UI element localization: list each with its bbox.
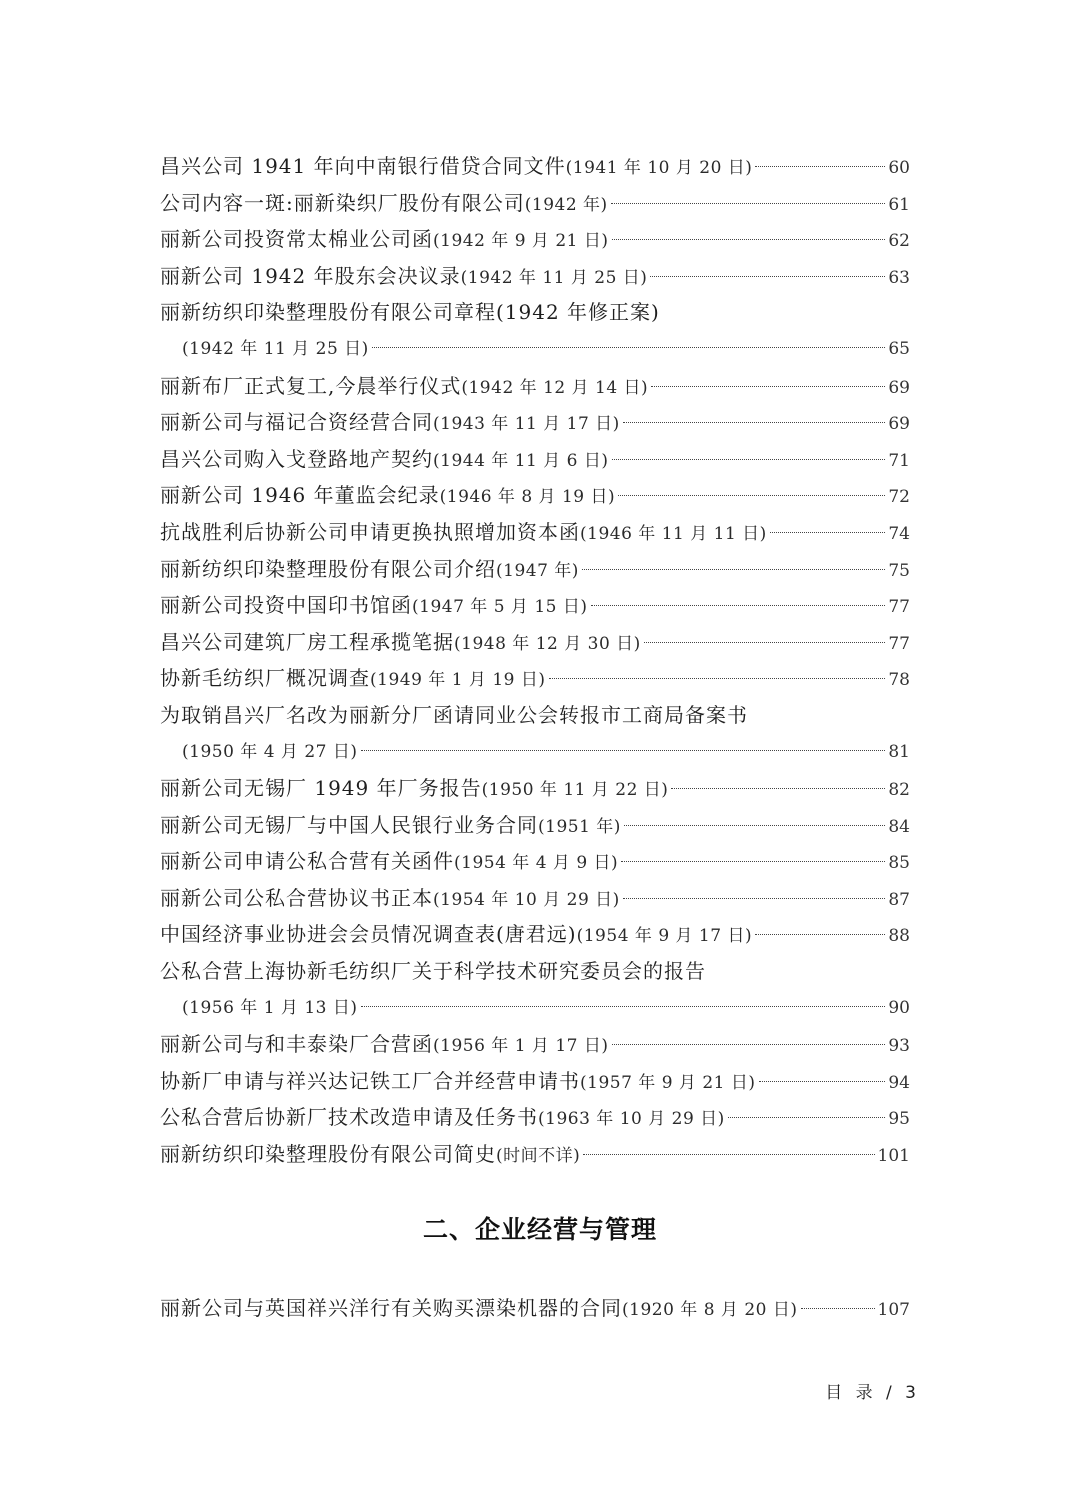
toc-entry[interactable] <box>160 551 910 588</box>
toc-entry-page: 71 <box>888 450 910 471</box>
toc-entry-title: 丽新公司投资中国印书馆函 <box>160 593 412 618</box>
dot-leader <box>583 1154 874 1155</box>
toc-entry-continuation[interactable] <box>160 734 910 771</box>
toc-entry-date: (1946 年 11 月 11 日) <box>580 523 767 544</box>
toc-entry-date: (1947 年) <box>496 560 579 581</box>
toc-entry-page: 61 <box>888 194 910 215</box>
footer-page-number: 3 <box>905 1383 920 1403</box>
toc-entry-page: 75 <box>888 560 910 581</box>
dot-leader <box>770 532 886 533</box>
toc-entry[interactable] <box>160 660 910 697</box>
dot-leader <box>361 750 886 751</box>
toc-entry-title: 丽新布厂正式复工,今晨举行仪式 <box>160 373 462 398</box>
toc-entry-date: (1942 年 11 月 25 日) <box>182 338 369 359</box>
toc-entry[interactable] <box>160 514 910 551</box>
toc-entry-page: 78 <box>888 670 910 691</box>
dot-leader <box>549 678 886 679</box>
toc-entry-title: 丽新公司与福记合资经营合同 <box>160 410 433 435</box>
toc-entry-date: (1963 年 10 月 29 日) <box>538 1109 725 1130</box>
toc-entry-page: 72 <box>888 487 910 508</box>
toc-entry[interactable] <box>160 1099 910 1136</box>
toc-entry-title: 丽新公司申请公私合营有关函件 <box>160 849 454 874</box>
toc-entry-date: (1951 年) <box>538 816 621 837</box>
dot-leader <box>623 422 886 423</box>
table-of-contents <box>160 148 910 1173</box>
toc-entry-page: 69 <box>888 377 910 398</box>
toc-entry-page: 77 <box>888 597 910 618</box>
dot-leader <box>612 239 886 240</box>
dot-leader <box>623 898 886 899</box>
toc-entry-date: (1942 年 11 月 25 日) <box>460 267 648 288</box>
toc-entry[interactable] <box>160 221 910 258</box>
toc-entry-page: 101 <box>877 1146 910 1167</box>
dot-leader <box>644 642 886 643</box>
toc-entry[interactable] <box>160 1063 910 1100</box>
toc-entry-page: 74 <box>888 523 910 544</box>
toc-entry-page: 65 <box>888 338 910 359</box>
dot-leader <box>612 459 886 460</box>
toc-entry[interactable] <box>160 624 910 661</box>
toc-entry-title: 昌兴公司 1941 年向中南银行借贷合同文件 <box>160 154 566 178</box>
toc-entry[interactable] <box>160 368 910 405</box>
toc-entry[interactable] <box>160 916 910 953</box>
toc-entry[interactable] <box>160 843 910 880</box>
toc-entry-page: 84 <box>888 816 910 837</box>
toc-entry-page: 77 <box>888 633 910 654</box>
footer-separator: / <box>886 1383 896 1403</box>
toc-entry[interactable] <box>160 587 910 624</box>
toc-entry-title: 丽新纺织印染整理股份有限公司简史 <box>160 1142 496 1167</box>
toc-entry-page: 69 <box>888 414 910 435</box>
toc-entry-title: 公私合营后协新厂技术改造申请及任务书 <box>160 1105 538 1130</box>
toc-entry-title: 丽新公司 1946 年董监会纪录 <box>160 483 440 508</box>
dot-leader <box>612 1044 886 1045</box>
toc-entry-title: 丽新公司 1942 年股东会决议录 <box>160 263 461 288</box>
toc-entry-date: (1957 年 9 月 21 日) <box>580 1072 756 1093</box>
dot-leader <box>582 569 885 570</box>
toc-entry-date: (1943 年 11 月 17 日) <box>433 414 620 435</box>
toc-entry-date: (1942 年 9 月 21 日) <box>433 231 609 252</box>
toc-entry-page: 62 <box>888 231 910 252</box>
toc-entry-title: 昌兴公司购入戈登路地产契约 <box>160 446 433 471</box>
toc-entry-date: (1956 年 1 月 13 日) <box>182 997 358 1018</box>
toc-entry-date: (1942 年) <box>524 194 608 215</box>
toc-entry-date: (1950 年 11 月 22 日) <box>481 780 669 801</box>
dot-leader <box>618 495 885 496</box>
toc-entry-continuation[interactable] <box>160 990 910 1027</box>
dot-leader <box>624 825 885 826</box>
toc-entry-date: (1954 年 9 月 17 日) <box>576 926 753 947</box>
toc-entry[interactable] <box>160 880 910 917</box>
toc-entry[interactable] <box>160 477 910 514</box>
toc-entry-page: 94 <box>888 1072 910 1093</box>
toc-entry-title: 协新厂申请与祥兴达记铁工厂合并经营申请书 <box>160 1068 580 1093</box>
toc-entry-date: (1954 年 10 月 29 日) <box>433 889 620 910</box>
toc-entry-title: 丽新纺织印染整理股份有限公司介绍 <box>160 556 496 581</box>
toc-entry-title: 公私合营上海协新毛纺织厂关于科学技术研究委员会的报告 <box>160 959 706 984</box>
dot-leader <box>755 166 885 167</box>
toc-entry-title: 丽新公司无锡厂 1949 年厂务报告 <box>160 776 482 801</box>
toc-entry-title: 为取销昌兴厂名改为丽新分厂函请同业公会转报市工商局备案书 <box>160 702 748 727</box>
toc-entry-page: 88 <box>888 926 910 947</box>
toc-entry[interactable] <box>160 148 910 185</box>
dot-leader <box>591 605 886 606</box>
toc-entry-title: 昌兴公司建筑厂房工程承揽笔据 <box>160 629 454 654</box>
dot-leader <box>372 347 886 348</box>
toc-entry-title: 丽新公司与英国祥兴洋行有关购买漂染机器的合同 <box>160 1296 622 1320</box>
toc-entry[interactable] <box>160 185 910 222</box>
toc-entry-title: 丽新公司与和丰泰染厂合营函 <box>160 1032 433 1057</box>
toc-entry-heading-line[interactable] <box>160 697 910 734</box>
toc-entry-date: (时间不详) <box>496 1146 581 1167</box>
dot-leader <box>651 386 885 387</box>
toc-entry-title: 丽新纺织印染整理股份有限公司章程(1942 年修正案) <box>160 300 660 325</box>
dot-leader <box>755 934 885 935</box>
toc-entry-page: 107 <box>877 1300 910 1320</box>
toc-entry-date: (1941 年 10 月 20 日) <box>565 158 753 178</box>
toc-entry-page: 87 <box>888 889 910 910</box>
toc-entry-title: 抗战胜利后协新公司申请更换执照增加资本函 <box>160 519 580 544</box>
toc-entry-page: 63 <box>888 267 910 288</box>
toc-entry-date: (1920 年 8 月 20 日) <box>622 1300 798 1320</box>
toc-entry-title: 丽新公司投资常太棉业公司函 <box>160 227 433 252</box>
toc-entry-page: 95 <box>888 1109 910 1130</box>
toc-entry-date: (1956 年 1 月 17 日) <box>433 1036 609 1057</box>
toc-entry[interactable] <box>160 807 910 844</box>
dot-leader <box>759 1081 886 1082</box>
toc-entry-page: 93 <box>888 1036 910 1057</box>
footer-label: 目 录 <box>825 1383 877 1403</box>
toc-entry-page: 82 <box>888 780 910 801</box>
toc-entry[interactable] <box>160 770 910 807</box>
dot-leader <box>671 788 885 789</box>
toc-entry-date: (1954 年 4 月 9 日) <box>454 853 619 874</box>
toc-entry-page: 60 <box>888 158 910 178</box>
dot-leader <box>801 1308 875 1309</box>
toc-entry-date: (1942 年 12 月 14 日) <box>461 377 649 398</box>
toc-entry[interactable] <box>160 258 910 295</box>
toc-entry[interactable] <box>160 404 910 441</box>
dot-leader <box>728 1117 886 1118</box>
dot-leader <box>611 203 886 204</box>
toc-entry-title: 丽新公司无锡厂与中国人民银行业务合同 <box>160 812 538 837</box>
toc-entry-date: (1946 年 8 月 19 日) <box>439 487 616 508</box>
section-heading: 二、企业经营与管理 <box>422 1215 657 1244</box>
toc-entry-title: 中国经济事业协进会会员情况调查表(唐君远) <box>160 922 577 947</box>
page-footer <box>825 1378 920 1403</box>
toc-entry-date: (1947 年 5 月 15 日) <box>412 597 588 618</box>
dot-leader <box>621 861 885 862</box>
dot-leader <box>361 1006 886 1007</box>
toc-entry-date: (1948 年 12 月 30 日) <box>454 633 641 654</box>
toc-entry-heading-line[interactable] <box>160 953 910 990</box>
toc-entry-page: 90 <box>888 997 910 1018</box>
toc-entry-date: (1949 年 1 月 19 日) <box>370 670 546 691</box>
toc-entry-title: 公司内容一斑:丽新染织厂股份有限公司 <box>160 190 525 215</box>
toc-entry[interactable] <box>160 1026 910 1063</box>
toc-entry-continuation[interactable] <box>160 331 910 368</box>
toc-entry-heading-line[interactable] <box>160 294 910 331</box>
section-2-entries <box>160 1290 910 1327</box>
toc-entry-title: 丽新公司公私合营协议书正本 <box>160 885 433 910</box>
toc-entry-date: (1944 年 11 月 6 日) <box>433 450 609 471</box>
toc-entry-title: 协新毛纺织厂概况调查 <box>160 666 370 691</box>
toc-entry[interactable] <box>160 1290 910 1327</box>
toc-entry[interactable] <box>160 441 910 478</box>
toc-entry-page: 81 <box>888 741 910 762</box>
toc-entry[interactable] <box>160 1136 910 1173</box>
toc-entry-page: 85 <box>888 853 910 874</box>
dot-leader <box>650 276 885 277</box>
toc-entry-date: (1950 年 4 月 27 日) <box>182 741 358 762</box>
